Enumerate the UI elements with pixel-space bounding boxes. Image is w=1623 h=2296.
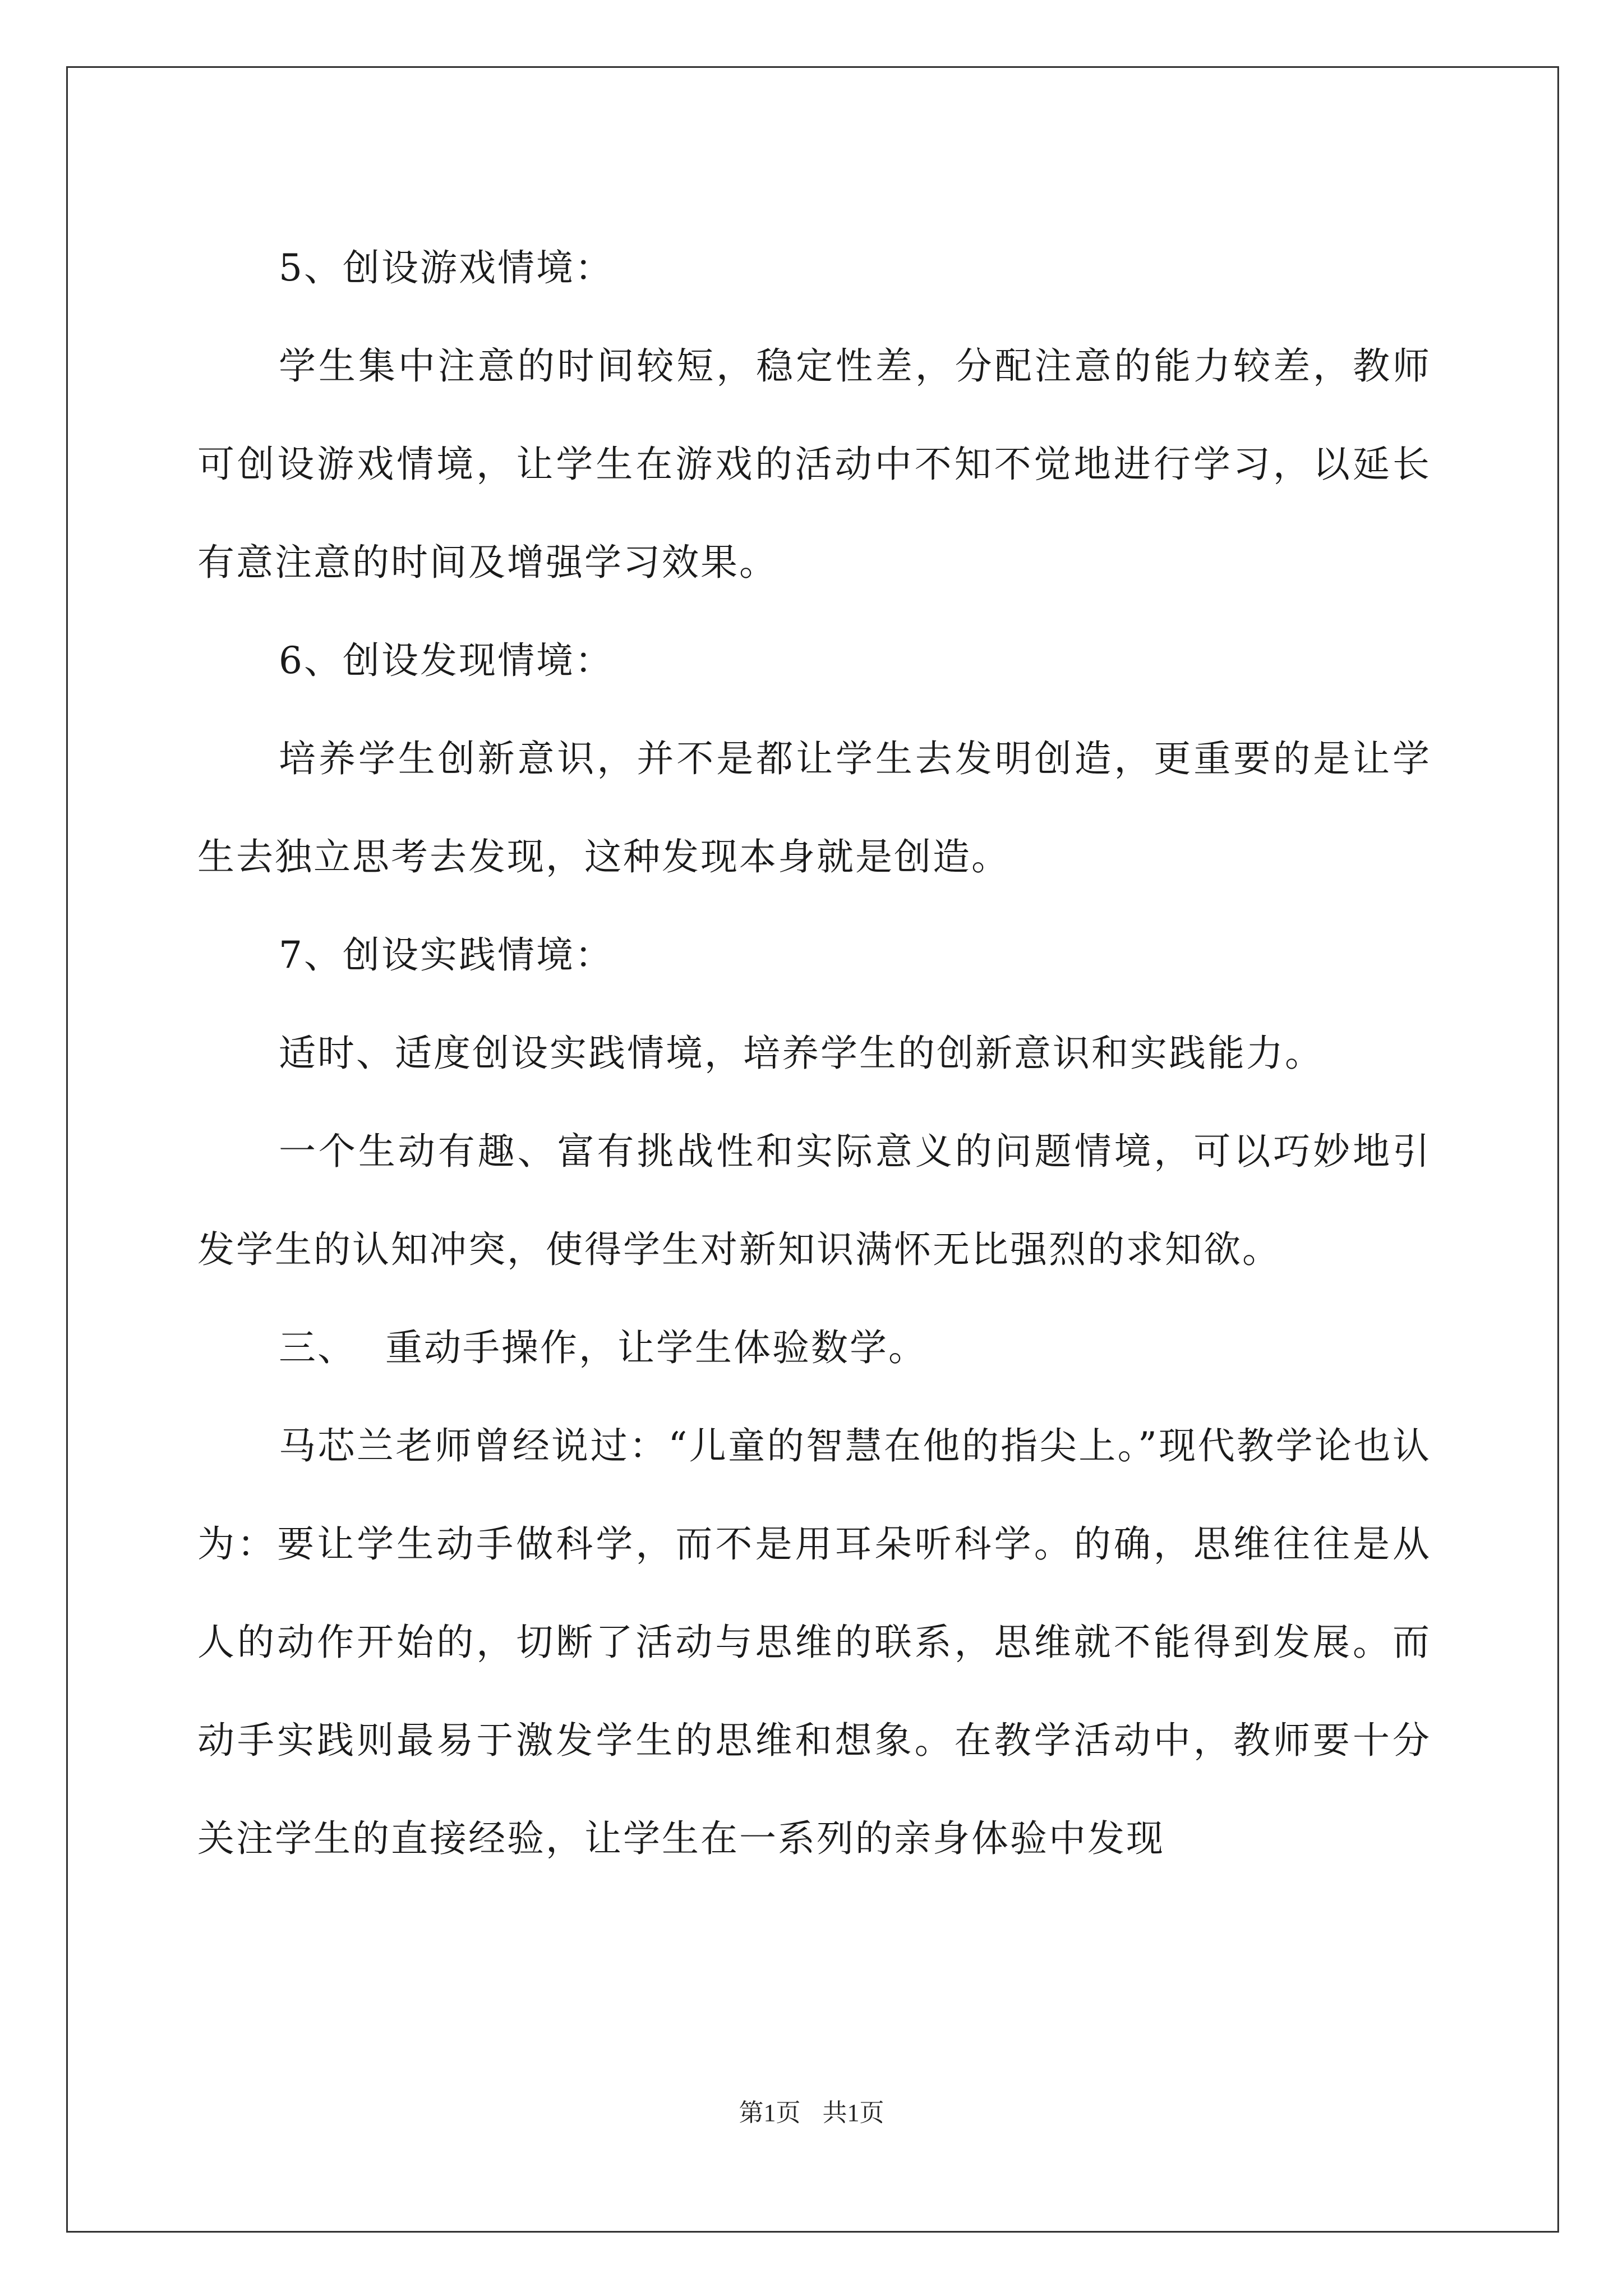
heading-discovery-situation: 6、创设发现情境： (279, 639, 614, 682)
heading-game-situation: 5、创设游戏情境： (279, 246, 614, 289)
section-title: 重动手操作，让学生体验数学。 (385, 1326, 927, 1369)
page-total: 共1页 (822, 2099, 884, 2127)
heading-practice-situation: 7、创设实践情境： (279, 933, 614, 977)
document-body (197, 219, 1431, 1888)
paragraph-discovery-situation: 培养学生创新意识，并不是都让学生去发明创造，更重要的是让学生去独立思考去发现，这种发现本身就是创造。 (197, 737, 1431, 878)
paragraph-hands-on: 马芯兰老师曾经说过：“儿童的智慧在他的指尖上。”现代教学论也认为：要让学生动手做科学，而不是用耳朵听科学。的确，思维往往是从人的动作开始的，切断了活动与思维的联系，思维就不能得到发展。而动手实践则最易于激发学生的思维和想象。在教学活动中，教师要十分关注学生的直接经验，让学生在一系列的亲身体验中发现 (197, 1424, 1431, 1860)
paragraph-practice-situation: 适时、适度创设实践情境，培养学生的创新意识和实践能力。 (279, 1032, 1324, 1075)
page-number: 第1页 (739, 2099, 801, 2127)
paragraph-problem-situation: 一个生动有趣、富有挑战性和实际意义的问题情境，可以巧妙地引发学生的认知冲突，使得学生对新知识满怀无比强烈的求知欲。 (197, 1130, 1431, 1271)
paragraph-game-situation: 学生集中注意的时间较短，稳定性差，分配注意的能力较差，教师可创设游戏情境，让学生在游戏的活动中不知不觉地进行学习，以延长有意注意的时间及增强学习效果。 (197, 344, 1431, 584)
section-number: 三、 (279, 1326, 356, 1369)
page-footer (0, 2092, 1623, 2128)
section-heading-hands-on (197, 1299, 1431, 1397)
